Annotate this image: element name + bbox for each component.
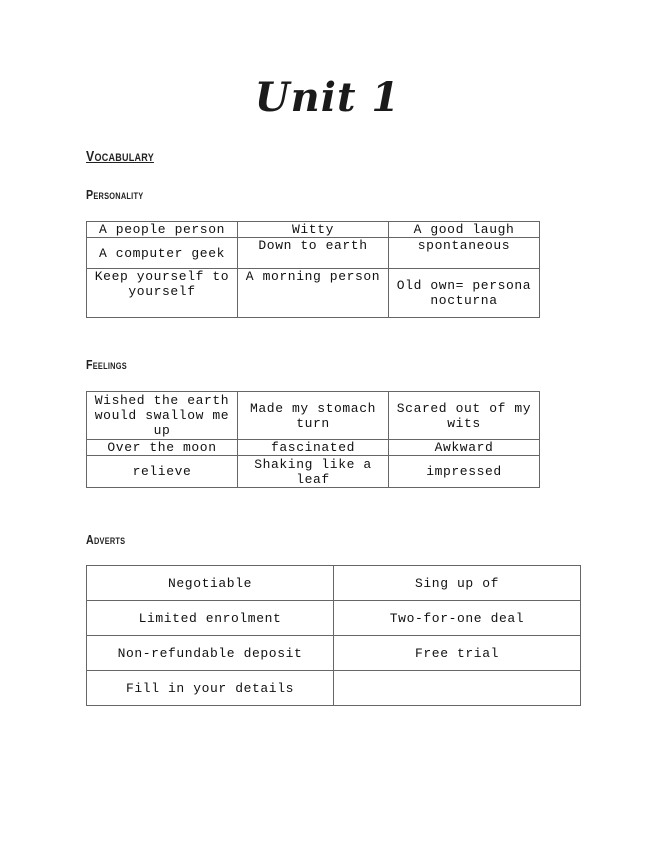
table-cell: Witty bbox=[238, 222, 389, 238]
table-cell: Sing up of bbox=[334, 566, 581, 601]
table-cell: impressed bbox=[389, 456, 540, 488]
adverts-table bbox=[86, 565, 581, 706]
feelings-table bbox=[86, 391, 540, 488]
table-cell: A morning person bbox=[238, 269, 389, 318]
table-cell: Over the moon bbox=[87, 440, 238, 456]
table-cell: Shaking like a leaf bbox=[238, 456, 389, 488]
table-cell: Negotiable bbox=[87, 566, 334, 601]
table-cell: Scared out of my wits bbox=[389, 392, 540, 440]
table-cell: fascinated bbox=[238, 440, 389, 456]
feelings-heading: Feelings bbox=[86, 357, 127, 372]
table-row bbox=[87, 671, 581, 706]
table-cell: Fill in your details bbox=[87, 671, 334, 706]
table-row bbox=[87, 269, 540, 318]
personality-heading: Personality bbox=[86, 187, 144, 202]
table-row bbox=[87, 222, 540, 238]
page-title: Unit 1 bbox=[254, 74, 401, 121]
table-cell: Made my stomach turn bbox=[238, 392, 389, 440]
table-row bbox=[87, 601, 581, 636]
table-cell: Wished the earth would swallow me up bbox=[87, 392, 238, 440]
table-cell: Awkward bbox=[389, 440, 540, 456]
table-row bbox=[87, 456, 540, 488]
table-row bbox=[87, 392, 540, 440]
table-cell: Old own= persona nocturna bbox=[389, 269, 540, 318]
table-cell: Free trial bbox=[334, 636, 581, 671]
table-cell: A computer geek bbox=[87, 238, 238, 269]
table-cell: relieve bbox=[87, 456, 238, 488]
adverts-heading: Adverts bbox=[86, 532, 126, 547]
table-row bbox=[87, 238, 540, 269]
vocabulary-heading: Vocabulary bbox=[86, 148, 154, 165]
table-cell: spontaneous bbox=[389, 238, 540, 269]
table-cell: Non-refundable deposit bbox=[87, 636, 334, 671]
table-row bbox=[87, 566, 581, 601]
table-row bbox=[87, 636, 581, 671]
table-cell: A good laugh bbox=[389, 222, 540, 238]
table-cell: Two-for-one deal bbox=[334, 601, 581, 636]
table-cell: Keep yourself to yourself bbox=[87, 269, 238, 318]
personality-table bbox=[86, 221, 540, 318]
table-cell: Limited enrolment bbox=[87, 601, 334, 636]
table-cell: A people person bbox=[87, 222, 238, 238]
table-cell bbox=[334, 671, 581, 706]
table-row bbox=[87, 440, 540, 456]
table-cell: Down to earth bbox=[238, 238, 389, 269]
